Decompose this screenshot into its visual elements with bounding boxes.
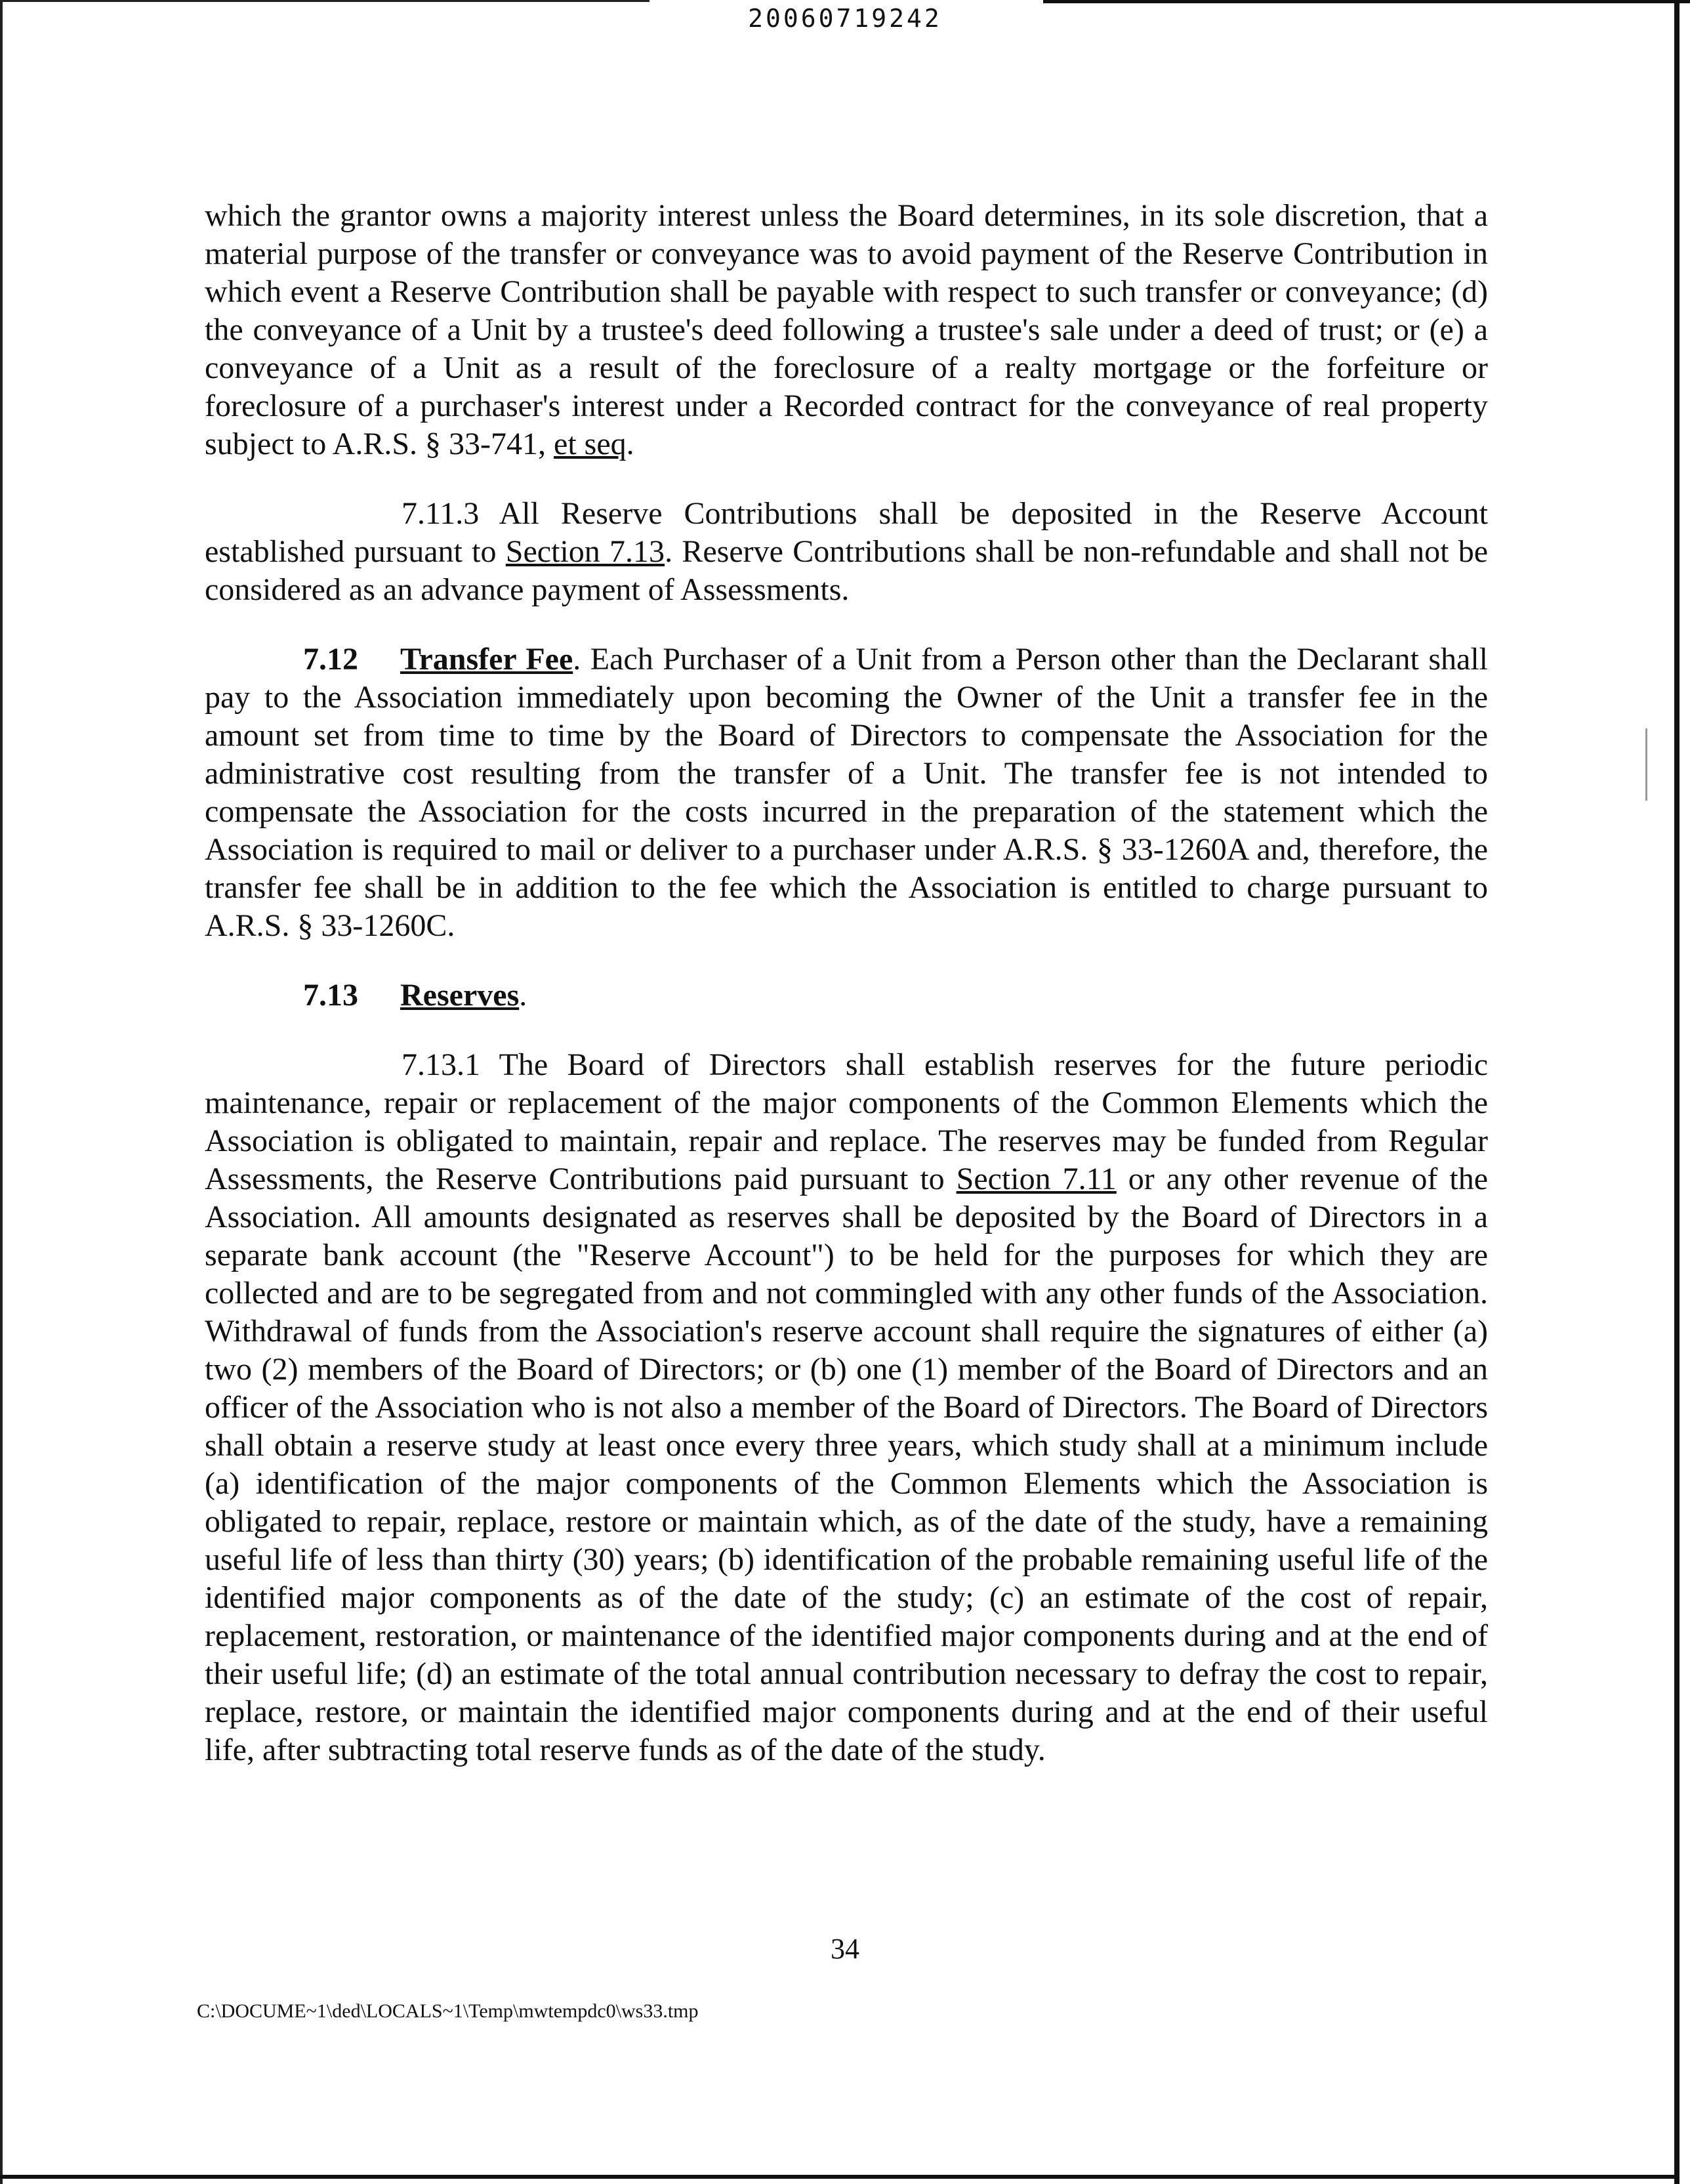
continued-paragraph-text: which the grantor owns a majority interest unless the Board determines, in its sole discretion, that a material purpose of the transfer or conveyance was to avoid payment of the Reserve Contribution in which event a Reserve Contribution shall be payable with respect to such transfer or conveyance; (d) the conveyance of a Unit by a trustee's deed following a trustee's sale under a deed of trust; or (e) a conveyance of a Unit as a result of the foreclosure of a realty mortgage or the forfeiture or foreclosure of a purchaser's interest under a Recorded contract for the conveyance of real property subject to A.R.S. § 33-741, <box>205 198 1488 461</box>
section-title: Transfer Fee <box>400 642 573 677</box>
document-recording-number: 20060719242 <box>748 4 942 33</box>
file-path-footer: C:\DOCUME~1\ded\LOCALS~1\Temp\mwtempdc0\ws33.tmp <box>197 2000 699 2022</box>
et-seq-citation: et seq <box>554 427 627 461</box>
section-title: Reserves <box>400 978 520 1013</box>
section-7-13-heading: 7.13 Reserves. <box>205 976 1488 1015</box>
section-7-13-1-paragraph: 7.13.1 The Board of Directors shall establish reserves for the future periodic maintenance, repair or replacement of the major components of the Common Elements which the Association is obligated to maintain, repair and replace. The reserves may be funded from Regular Assessments, the Reserve Contributions paid pursuant to Section 7.11 or any other revenue of the Association. All amounts designated as reserves shall be deposited by the Board of Directors in a separate bank account (the "Reserve Account") to be held for the purposes for which they are collected and are to be segregated from and not commingled with any other funds of the Association. Withdrawal of funds from the Association's reserve account shall require the signatures of either (a) two (2) members of the Board of Directors; or (b) one (1) member of the Board of Directors and an officer of the Association who is not also a member of the Board of Directors. The Board of Directors shall obtain a reserve study at least once every three years, which study shall at a minimum include (a) identification of the major components of the Common Elements which the Association is obligated to repair, replace, restore or maintain which, as of the date of the study, have a remaining useful life of less than thirty (30) years; (b) identification of the probable remaining useful life of the identified major components as of the date of the study; (c) an estimate of the cost of repair, replacement, restoration, or maintenance of the identified major components during and at the end of their useful life; (d) an estimate of the total annual contribution necessary to defray the cost to repair, replace, restore, or maintain the identified major components during and at the end of their useful life, after subtracting total reserve funds as of the date of the study. <box>205 1047 1489 1767</box>
section-number: 7.12 <box>303 642 358 677</box>
scan-border-top-left <box>0 0 649 2</box>
page-number: 34 <box>831 1933 859 1965</box>
scan-border-left <box>0 0 3 2184</box>
continued-paragraph: which the grantor owns a majority interest unless the Board determines, in its sole discretion, that a material purpose of the transfer or conveyance was to avoid payment of the Reserve Contribution in which event a Reserve Contribution shall be payable with respect to such transfer or conveyance; (d) the conveyance of a Unit by a trustee's deed following a trustee's sale under a deed of trust; or (e) a conveyance of a Unit as a result of the foreclosure of a realty mortgage or the forfeiture or foreclosure of a purchaser's interest under a Recorded contract for the conveyance of real property subject to A.R.S. § 33-741, et seq. <box>205 198 1488 461</box>
section-number: 7.13 <box>303 978 358 1013</box>
section-7-12-paragraph: 7.12 Transfer Fee. Each Purchaser of a Unit from a Person other than the Declarant shall pay to the Association immediately upon becoming the Owner of the Unit a transfer fee in the amount set from time to time by the Board of Directors to compensate the Association for the administrative cost resulting from the transfer of a Unit. The transfer fee is not intended to compensate the Association for the costs incurred in the preparation of the statement which the Association is required to mail or deliver to a purchaser under A.R.S. § 33-1260A and, therefore, the transfer fee shall be in addition to the fee which the Association is entitled to charge pursuant to A.R.S. § 33-1260C. <box>205 642 1488 943</box>
section-reference-7-13: Section 7.13 <box>505 534 665 569</box>
page-body <box>205 197 1488 1769</box>
scan-border-bottom <box>0 2175 1680 2179</box>
scan-artifact <box>1645 728 1647 801</box>
scan-border-right <box>1674 0 1680 2184</box>
section-7-11-3-paragraph: 7.11.3 All Reserve Contributions shall be deposited in the Reserve Account established pursuant to Section 7.13. Reserve Contributions shall be non-refundable and shall not be considered as an advance payment of Assessments. <box>205 496 1489 607</box>
scan-border-top-right <box>1043 0 1690 3</box>
section-reference-7-11: Section 7.11 <box>956 1162 1117 1196</box>
